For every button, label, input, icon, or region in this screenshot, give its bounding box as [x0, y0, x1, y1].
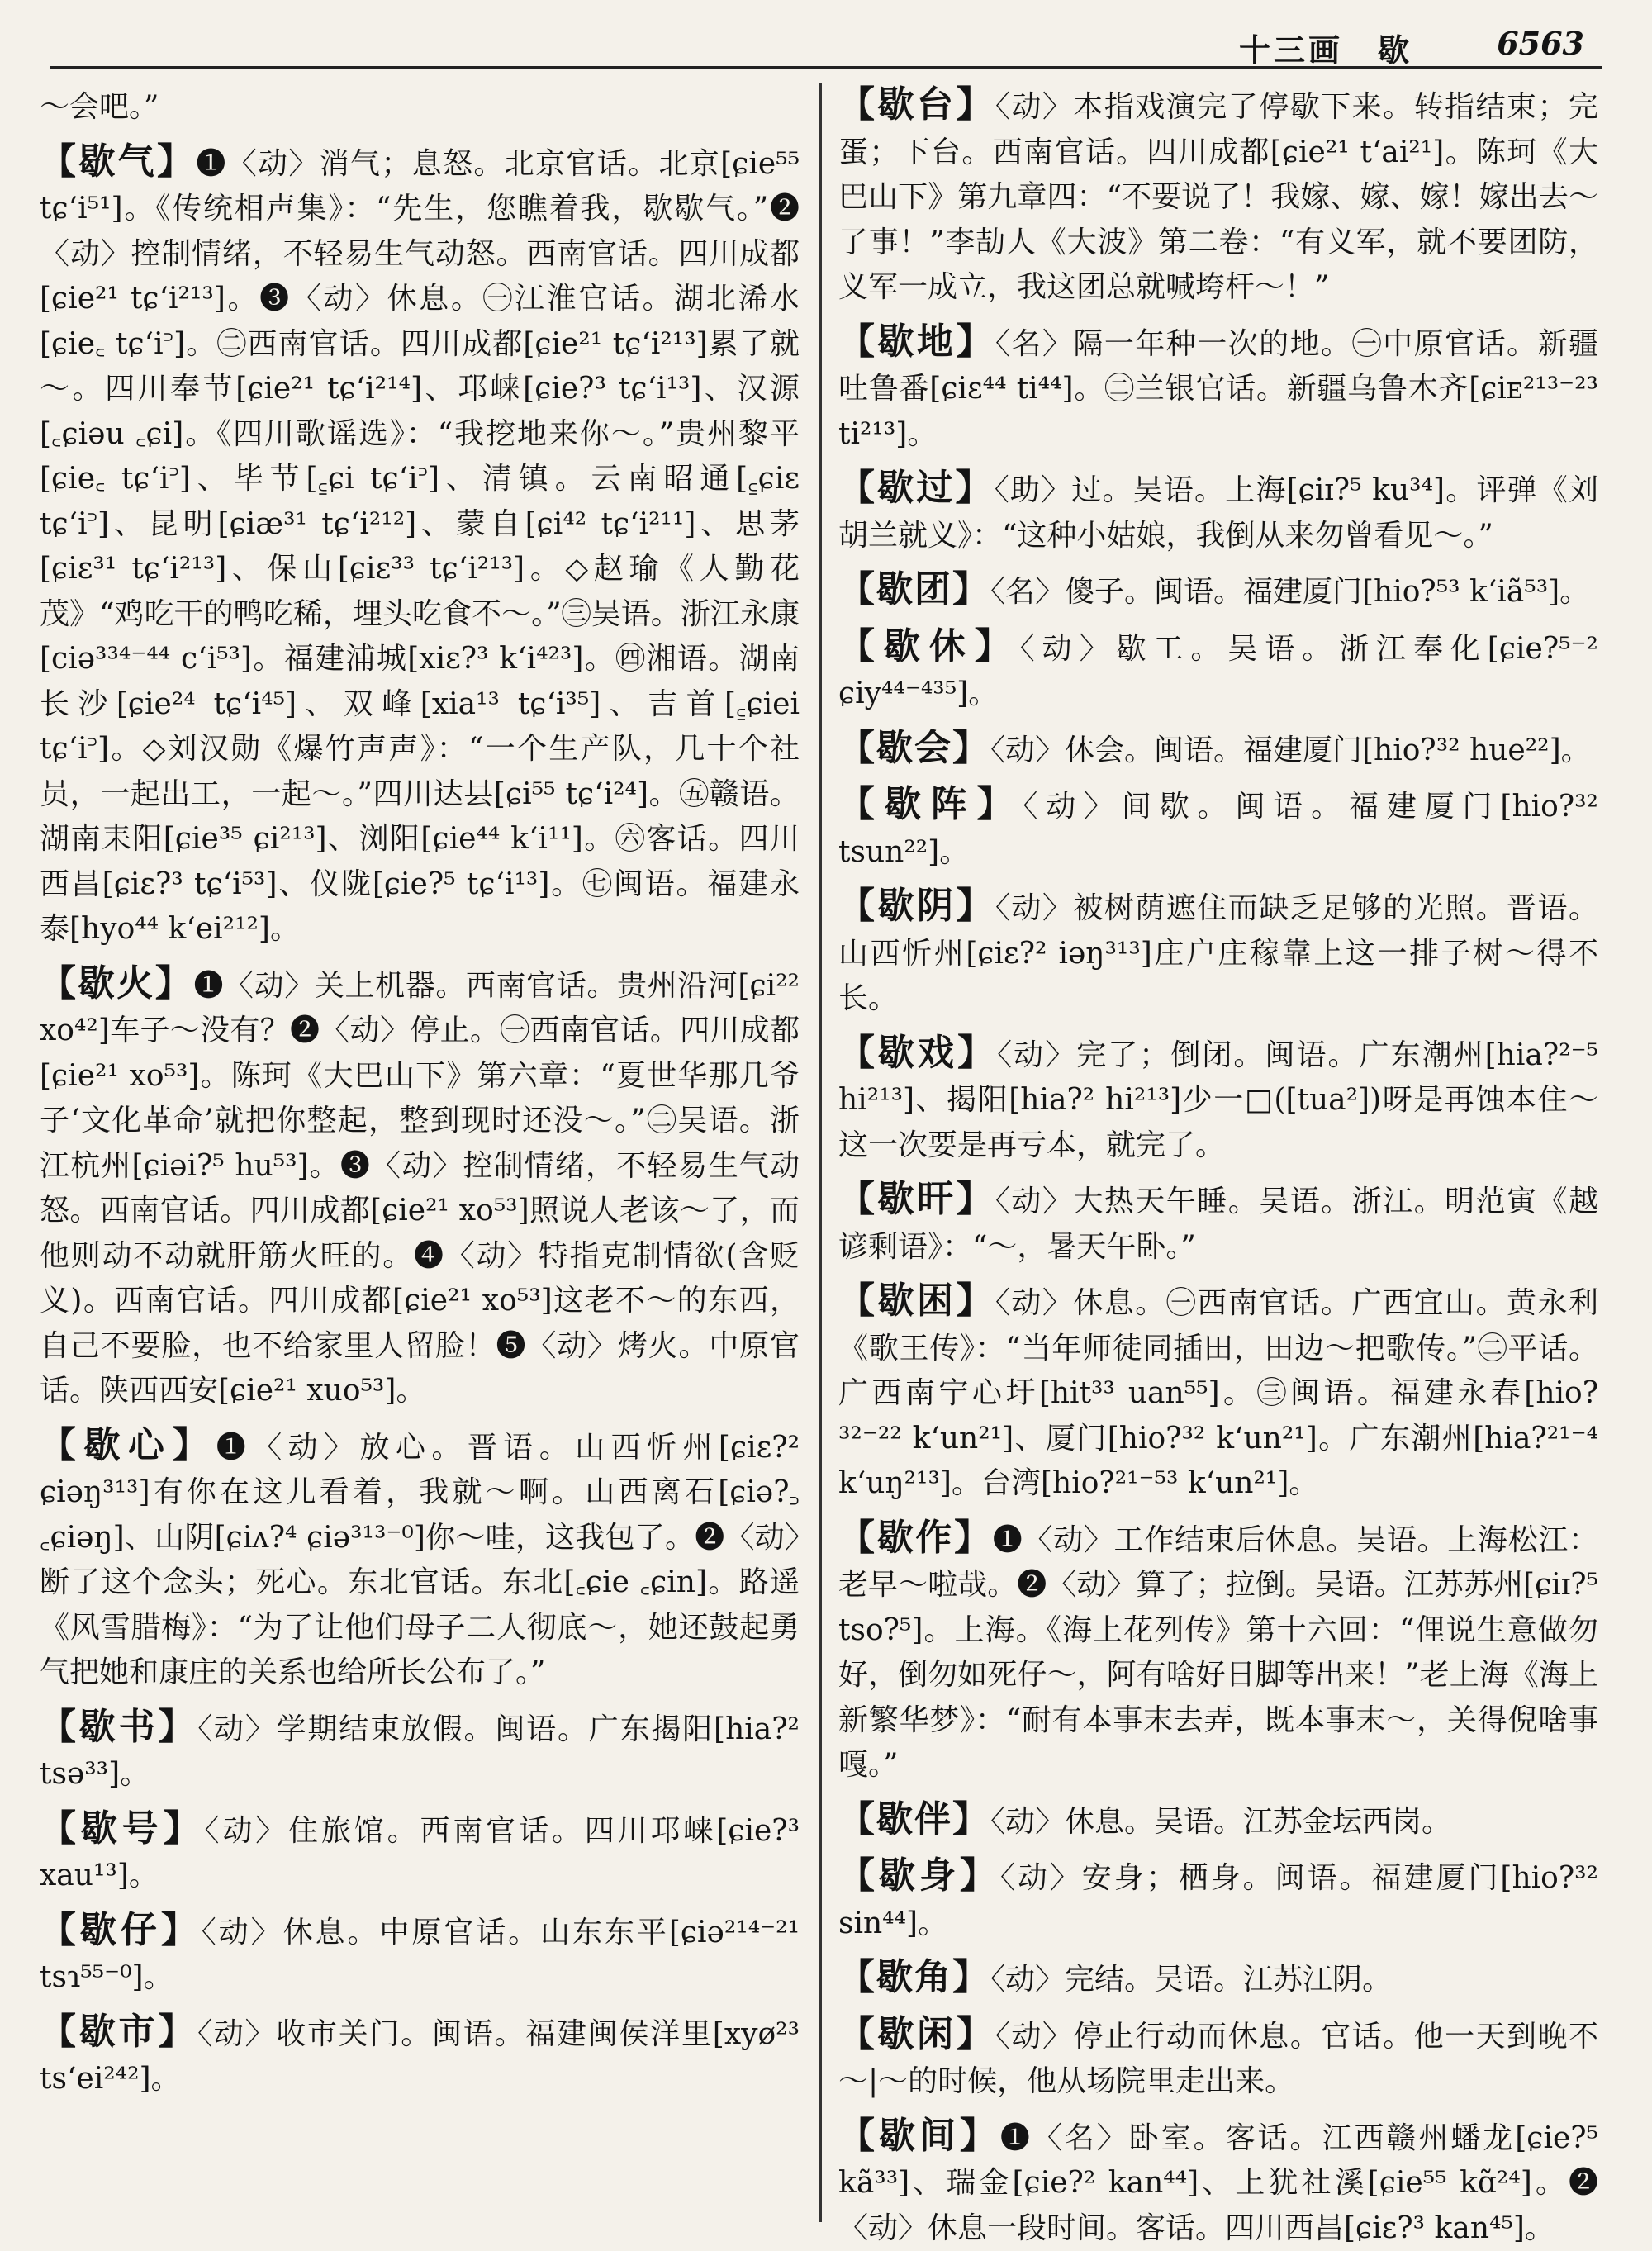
dictionary-entry	[838, 2114, 1598, 2251]
dictionary-entry	[838, 884, 1598, 1022]
entry-headword: 【歇角】	[838, 1956, 990, 1998]
dictionary-entry	[40, 1807, 800, 1899]
dictionary-entry	[838, 782, 1598, 875]
column-divider	[819, 83, 822, 2222]
entry-definition: ❶〈名〉卧室。客话。江西赣州蟠龙[ɕie?⁵ kã³³]、瑞金[ɕie?² kan⁴⁴]、上犹社溪[ɕie⁵⁵ kɑ̃²⁴]。❷〈动〉休息一段时间。客话。四川西昌[ɕiɛ?³ kan⁴⁵]。	[838, 2121, 1598, 2245]
entry-headword: 【歇伴】	[838, 1798, 990, 1840]
entry-definition: 〈动〉间歇。闽语。福建厦门[hio?³² tsun²²]。	[838, 790, 1598, 869]
dictionary-entry	[40, 2010, 800, 2102]
dictionary-entry	[838, 1516, 1598, 1788]
entry-headword: 【歇阴】	[838, 885, 995, 927]
page-number: 6563	[1497, 25, 1584, 62]
entry-definition: 〈动〉本指戏演完了停歇下来。转指结束；完蛋；下台。西南官话。四川成都[ɕie²¹ tʻai²¹]。陈珂《大巴山下》第九章四：“不要说了！我嫁、嫁、嫁！嫁出去～了事！”李劼人《大波》第二卷：“有义军，就不要团防，义军一成立，我这团总就喊垮杆～！”	[838, 90, 1598, 304]
entry-headword: 【歇气】	[40, 140, 196, 183]
entry-headword: 【歇书】	[40, 1706, 197, 1748]
entry-definition: 〈动〉被树荫遮住而缺乏足够的光照。晋语。山西忻州[ɕiɛ?² iəŋ³¹³]庄户庄稼靠上这一排子树～得不长。	[838, 891, 1598, 1015]
entry-definition: 〈动〉休息。㊀西南官话。广西宜山。黄永利《歌王传》：“当年师徒同插田，田边～把歌传。”㊁平话。广西南宁心圩[hit³³ uan⁵⁵]。㊂闽语。福建永春[hio?³²⁻²² kʻun²¹]、厦门[hio?³² kʻun²¹]。广东潮州[hia?²¹⁻⁴ kʻuŋ²¹³]。台湾[hio?²¹⁻⁵³ kʻun²¹]。	[838, 1286, 1598, 1500]
entry-headword: 【歇作】	[838, 1517, 993, 1559]
dictionary-entry	[838, 624, 1598, 717]
entry-definition: 〈助〉过。吴语。上海[ɕiɪ?⁵ ku³⁴]。评弹《刘胡兰就义》：“这种小姑娘，我倒从来勿曾看见～。”	[838, 473, 1598, 553]
entry-definition: 〈动〉大热天午睡。吴语。浙江。明范寅《越谚剩语》：“～，暑天午卧。”	[838, 1185, 1598, 1264]
entry-headword: 【歇戏】	[838, 1032, 997, 1074]
entry-definition: 〈动〉完了；倒闭。闽语。广东潮州[hia?²⁻⁵ hi²¹³]、揭阳[hia?² hi²¹³]少一□([tua²])呀是再蚀本住～这一次要是再亏本，就完了。	[838, 1038, 1598, 1162]
entry-headword: 【歇身】	[838, 1854, 1000, 1897]
entry-headword: 【歇心】	[40, 1424, 216, 1466]
entry-definition: 〈动〉休息。中原官话。山东东平[ɕiə²¹⁴⁻²¹ tsɿ⁵⁵⁻⁰]。	[40, 1916, 800, 1995]
entry-headword: 【歇休】	[838, 625, 1020, 667]
page-header	[50, 15, 1602, 69]
entry-headword: 【歇仔】	[40, 1909, 202, 1951]
dictionary-entry	[40, 1423, 800, 1696]
dictionary-entry	[40, 140, 800, 952]
entry-definition: 〈动〉住旅馆。西南官话。四川邛崃[ɕie?³ xau¹³]。	[40, 1814, 800, 1893]
entry-headword: 【歇旰】	[838, 1178, 995, 1220]
entry-definition: ❶〈动〉放心。晋语。山西忻州[ɕiɛ?² ɕiəŋ³¹³]有你在这儿看着，我就～啊。山西离石[ɕiə?꜆ ꜀ɕiəŋ]、山阴[ɕiʌ?⁴ ɕiə³¹³⁻⁰]你～哇，这我包了。❷〈动〉断了这个念头；死心。东北官话。东北[꜀ɕie ꜀ɕin]。路遥《风雪腊梅》：“为了让他们母子二人彻底～，她还鼓起勇气把她和康庄的关系也给所长公布了。”	[40, 1431, 800, 1690]
dictionary-entry	[838, 2012, 1598, 2105]
entry-headword: 【歇困】	[838, 1280, 995, 1322]
entry-definition: 〈动〉安身；栖身。闽语。福建厦门[hio?³² sin⁴⁴]。	[838, 1861, 1598, 1940]
entry-definition: 〈动〉歇工。吴语。浙江奉化[ɕie?⁵⁻² ɕiy⁴⁴⁻⁴³⁵]。	[838, 632, 1598, 711]
entry-headword: 【歇号】	[40, 1807, 204, 1850]
entry-headword: 【歇过】	[838, 467, 995, 509]
entry-definition: 〈名〉傻子。闽语。福建厦门[hio?⁵³ kʻiã⁵³]。	[990, 575, 1589, 609]
entry-definition: 〈动〉休息。吴语。江苏金坛西岗。	[990, 1805, 1451, 1839]
entry-definition: ❶〈动〉工作结束后休息。吴语。上海松江：老早～啦哉。❷〈动〉算了；拉倒。吴语。江苏苏州[ɕiɪ?⁵ tso?⁵]。上海。《海上花列传》第十六回：“俚说生意做勿好，倒勿如死仔～，阿有啥好日脚等出来！”老上海《海上新繁华梦》：“耐有本事末去弄，既本事末～，关得倪啥事嘎。”	[838, 1523, 1598, 1783]
entry-definition: 〈名〉隔一年种一次的地。㊀中原官话。新疆吐鲁番[ɕiɛ⁴⁴ ti⁴⁴]。㊁兰银官话。新疆乌鲁木齐[ɕiᴇ²¹³⁻²³ ti²¹³]。	[838, 327, 1598, 451]
entry-headword: 【歇火】	[40, 962, 193, 1004]
entry-headword: 【歇市】	[40, 2011, 197, 2053]
entry-headword: 【歇地】	[838, 321, 995, 363]
dictionary-entry	[40, 962, 800, 1414]
entry-definition: 〈动〉停止行动而休息。官话。他一天到晚不～|～的时候，他从场院里走出来。	[838, 2020, 1598, 2099]
entry-headword: 【歇会】	[838, 727, 990, 769]
entry-headword: 【歇间】	[838, 2115, 1000, 2157]
dictionary-entry	[838, 726, 1598, 774]
left-column	[40, 83, 800, 2222]
entry-definition: 〈动〉学期结束放假。闽语。广东揭阳[hia?² tsə³³]。	[40, 1712, 800, 1792]
section-title: 十三画 歇	[1239, 25, 1412, 70]
entry-definition: 〈动〉休会。闽语。福建厦门[hio?³² hue²²]。	[990, 734, 1591, 767]
dictionary-entry	[838, 1279, 1598, 1507]
entry-headword: 【歇闲】	[838, 2013, 995, 2055]
entry-definition: ～会吧。”	[40, 90, 159, 124]
dictionary-entry	[838, 1854, 1598, 1946]
right-column	[838, 83, 1598, 2222]
dictionary-entry	[838, 466, 1598, 558]
entry-definition: 〈动〉收市关门。闽语。福建闽侯洋里[xyø²³ tsʻei²⁴²]。	[40, 2017, 800, 2097]
dictionary-entry	[838, 1955, 1598, 2003]
entry-definition: ❶〈动〉关上机器。西南官话。贵州沿河[ɕi²² xo⁴²]车子～没有？❷〈动〉停止。㊀西南官话。四川成都[ɕie²¹ xo⁵³]。陈珂《大巴山下》第六章：“夏世华那几爷子‘文化革命’就把你整起，整到现时还没～。”㊁吴语。浙江杭州[ɕiəi?⁵ hu⁵³]。❸〈动〉控制情绪，不轻易生气动怒。西南官话。四川成都[ɕie²¹ xo⁵³]照说人老该～了，而他则动不动就肝筋火旺的。❹〈动〉特指克制情欲(含贬义)。西南官话。四川成都[ɕie²¹ xo⁵³]这老不～的东西，自己不要脸，也不给家里人留脸！❺〈动〉烤火。中原官话。陕西西安[ɕie²¹ xuo⁵³]。	[40, 969, 800, 1408]
dictionary-entry	[838, 567, 1598, 615]
dictionary-entry	[40, 1705, 800, 1797]
entry-definition: 〈动〉完结。吴语。江苏江阴。	[990, 1963, 1392, 1997]
entry-headword: 【歇阵】	[838, 783, 1023, 825]
dictionary-entry	[838, 320, 1598, 458]
dictionary-entry	[40, 83, 800, 131]
entry-headword: 【歇团】	[838, 568, 990, 610]
dictionary-entry	[838, 83, 1598, 311]
dictionary-entry	[838, 1797, 1598, 1845]
entry-definition: ❶〈动〉消气；息怒。北京官话。北京[ɕie⁵⁵ tɕʻi⁵¹]。《传统相声集》：“先生，您瞧着我，歇歇气。”❷〈动〉控制情绪，不轻易生气动怒。西南官话。四川成都[ɕie²¹ tɕʻi²¹³]。❸〈动〉休息。㊀江淮官话。湖北浠水[ɕie꜀ tɕʻi꜄]。㊁西南官话。四川成都[ɕie²¹ tɕʻi²¹³]累了就～。四川奉节[ɕie²¹ tɕʻi²¹⁴]、邛崃[ɕie?³ tɕʻi¹³]、汉源[꜀ɕiəu ꜀ɕi]。《四川歌谣选》：“我挖地来你～。”贵州黎平[ɕie꜀ tɕʻi꜄]、毕节[꜁ɕi tɕʻi꜄]、清镇。云南昭通[꜁ɕiɛ tɕʻi꜄]、昆明[ɕiæ³¹ tɕʻi²¹²]、蒙自[ɕi⁴² tɕʻi²¹¹]、思茅[ɕiɛ³¹ tɕʻi²¹³]、保山[ɕiɛ³³ tɕʻi²¹³]。◇赵瑜《人勤花茂》“鸡吃干的鸭吃稀，埋头吃食不～。”㊂吴语。浙江永康[ciə³³⁴⁻⁴⁴ cʻi⁵³]。福建浦城[xiɛ?³ kʻi⁴²³]。㊃湘语。湖南长沙[ɕie²⁴ tɕʻi⁴⁵]、双峰[xia¹³ tɕʻi³⁵]、吉首[꜁ɕiei tɕʻi꜄]。◇刘汉勋《爆竹声声》：“一个生产队，几十个社员，一起出工，一起～。”四川达县[ɕi⁵⁵ tɕʻi²⁴]。㊄赣语。湖南耒阳[ɕie³⁵ ɕi²¹³]、浏阳[ɕie⁴⁴ kʻi¹¹]。㊅客话。四川西昌[ɕiɛ?³ tɕʻi⁵³]、仪陇[ɕie?⁵ tɕʻi¹³]。㊆闽语。福建永泰[hyo⁴⁴ kʻei²¹²]。	[40, 147, 800, 947]
dictionary-entry	[838, 1177, 1598, 1270]
dictionary-entry	[40, 1908, 800, 2001]
dictionary-entry	[838, 1031, 1598, 1169]
entry-headword: 【歇台】	[838, 83, 995, 126]
